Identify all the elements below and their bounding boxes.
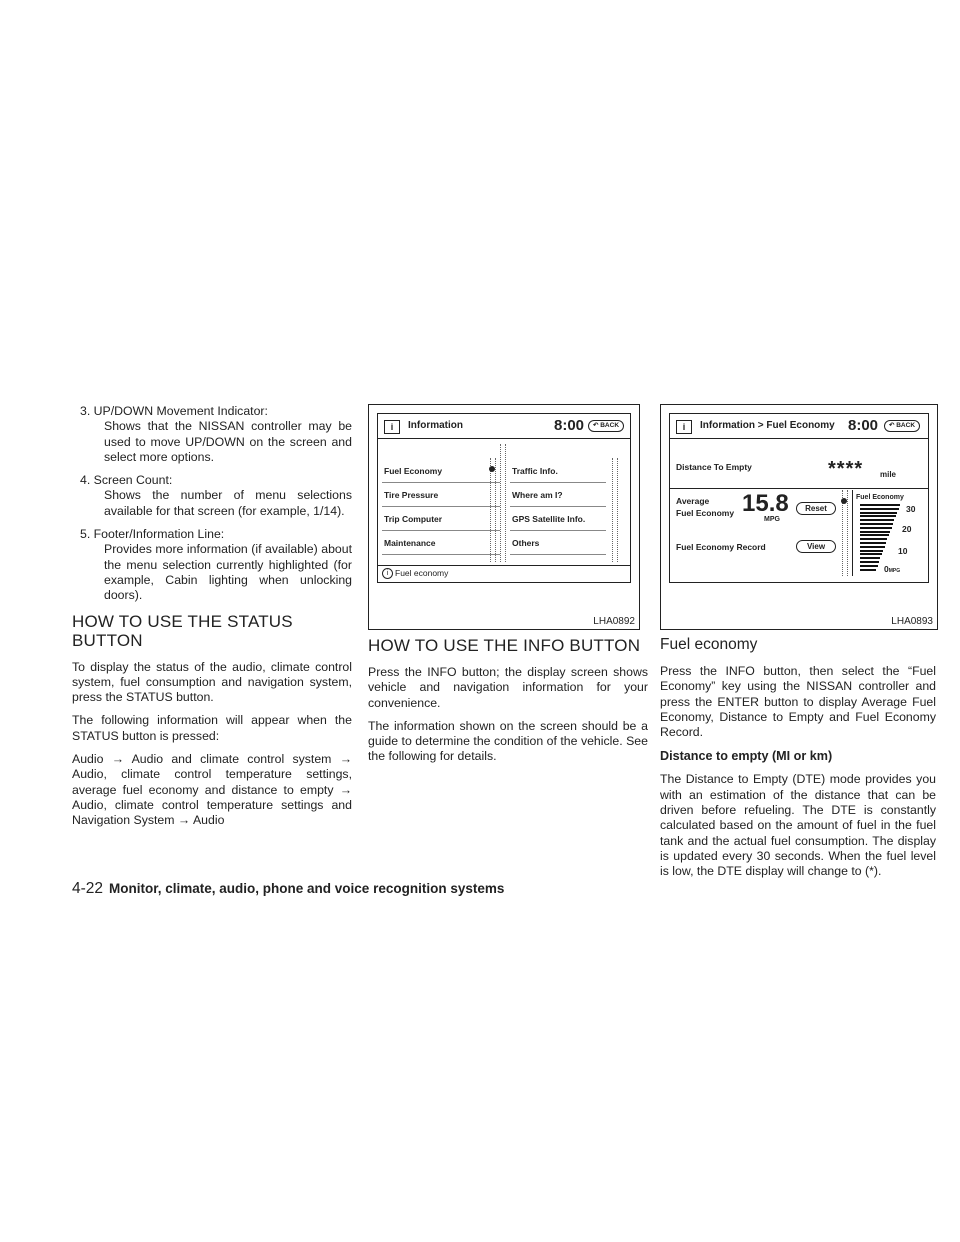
divider [382, 530, 500, 531]
divider [670, 488, 928, 489]
list-item-up-down [72, 404, 352, 465]
gauge-bar [860, 515, 896, 517]
clock: 8:00 [554, 417, 585, 434]
list-item-title: 4. Screen Count: [80, 473, 173, 488]
footer-text: Fuel economy [395, 568, 449, 578]
column-1 [72, 404, 352, 837]
paragraph: The Distance to Empty (DTE) mode provides you with an estimation of the distance that can be driven before refueling. The DTE is constantly calculated based on the amount of fuel in the fuel tank and the actual fuel consumption. The display is updated every 30 seconds. When the fuel level is low, the DTE display will change to (*). [660, 772, 936, 879]
paragraph: To display the status of the audio, climate control system, fuel consumption and navigation system, press the STATUS button. [72, 659, 352, 705]
paragraph: Audio → Audio and climate control system → Audio, climate control temperature settings, average fuel economy and distance to empty → Audio, climate control temperature settings and Navigation System → Audio [72, 752, 352, 828]
figure-id: LHA0892 [593, 616, 635, 627]
clock: 8:00 [848, 417, 879, 434]
paragraph: Press the INFO button; the display screen shows vehicle and navigation information for your convenience. [368, 665, 648, 710]
gauge-title: Fuel Economy [856, 494, 904, 501]
gauge-bar [860, 538, 887, 540]
list-item-body: Provides more information (if available) about the menu selection currently highlighted (for example, Cabin lighting when unlocking doors). [104, 542, 352, 603]
back-button[interactable]: ↶ BACK [884, 420, 920, 432]
gauge-bar [860, 565, 878, 567]
info-icon: i [384, 420, 400, 434]
gauge-bar [860, 523, 893, 525]
display-screen [669, 413, 929, 583]
menu-item-traffic-info[interactable]: Traffic Info. [512, 466, 558, 476]
subheading-dte: Distance to empty (MI or km) [660, 749, 833, 764]
paragraph: The information shown on the screen should be a guide to determine the condition of the vehicle. See the following for details. [368, 718, 648, 764]
gauge-bar [860, 512, 897, 514]
screen-title: Information > Fuel Economy [700, 420, 835, 431]
avg-value: 15.8 [742, 490, 789, 517]
figure-fuel-economy-screen [660, 404, 938, 630]
scrollbar-left[interactable] [490, 458, 496, 562]
figure-id: LHA0893 [891, 616, 933, 627]
gauge-bar [860, 550, 883, 552]
screen-title-bar [670, 414, 928, 439]
section-title: Monitor, climate, audio, phone and voice recognition systems [109, 881, 505, 896]
list-item-footer-line [72, 527, 352, 603]
divider [510, 482, 606, 483]
paragraph: The following information will appear when the STATUS button is pressed: [72, 713, 352, 743]
list-item-screen-count [72, 473, 352, 519]
menu-item-gps-satellite-info[interactable]: GPS Satellite Info. [512, 514, 586, 524]
menu-item-fuel-economy[interactable]: Fuel Economy [384, 466, 443, 476]
divider [382, 506, 500, 507]
gauge-bar [860, 542, 886, 544]
gauge-bar [860, 569, 876, 571]
divider [382, 554, 500, 555]
list-item-title: 5. Footer/Information Line: [80, 527, 225, 542]
column-3 [660, 636, 936, 888]
menu-item-maintenance[interactable]: Maintenance [384, 538, 436, 548]
record-label: Fuel Economy Record [676, 542, 766, 552]
gauge-bar [860, 534, 889, 536]
avg-unit: MPG [764, 516, 780, 523]
scrollbar-divider [500, 444, 506, 562]
avg-label-line1: Average [676, 496, 710, 506]
gauge-divider [852, 490, 853, 576]
page-footer [72, 880, 504, 898]
divider [382, 482, 500, 483]
info-circle-icon: i [382, 568, 393, 579]
view-button[interactable]: View [796, 540, 836, 553]
divider [510, 554, 606, 555]
scrollbar-right[interactable] [612, 458, 618, 562]
column-2 [368, 636, 648, 773]
avg-label-line2: Fuel Economy [676, 508, 735, 518]
gauge-bar [860, 508, 899, 510]
menu-item-where-am-i[interactable]: Where am I? [512, 490, 563, 500]
gauge-bar [860, 553, 882, 555]
info-icon: i [676, 420, 692, 434]
gauge-tick-30: 30 [906, 504, 916, 514]
list-item-body: Shows that the NISSAN controller may be used to move UP/DOWN on the screen and select more options. [104, 419, 352, 464]
gauge-tick-20: 20 [902, 524, 912, 534]
heading-fuel-economy: Fuel economy [660, 636, 758, 653]
heading-info-button: HOW TO USE THE INFO BUTTON [368, 636, 641, 655]
gauge-bar [860, 504, 900, 506]
screen-title-bar [378, 414, 630, 439]
reset-button[interactable]: Reset [796, 502, 836, 515]
screen-footer [378, 565, 630, 582]
screen-title: Information [408, 420, 463, 431]
gauge-bar [860, 557, 880, 559]
list-item-body: Shows the number of menu selections available for that screen (for example, 1/14). [104, 488, 352, 518]
scroll-indicator [489, 466, 495, 472]
menu-item-tire-pressure[interactable]: Tire Pressure [384, 490, 439, 500]
heading-status-button: HOW TO USE THE STATUS BUTTON [72, 611, 293, 650]
gauge-bar [860, 561, 879, 563]
figure-information-screen [368, 404, 640, 630]
gauge-bar [860, 531, 890, 533]
display-screen [377, 413, 631, 583]
scroll-indicator [841, 498, 847, 504]
paragraph: Press the INFO button, then select the “Fuel Economy” key using the NISSAN controller and press the ENTER button to display Average Fuel Economy, Distance to Empty and Fuel Economy Record. [660, 664, 936, 740]
gauge-bar [860, 519, 894, 521]
gauge-bar [860, 527, 892, 529]
divider [510, 506, 606, 507]
page-number: 4-22 [72, 880, 104, 897]
dte-value: **** [828, 458, 864, 480]
list-item-title: 3. UP/DOWN Movement Indicator: [80, 404, 268, 418]
gauge-bar [860, 546, 885, 548]
dte-unit: mile [880, 470, 897, 479]
gauge-tick-10: 10 [898, 546, 908, 556]
back-button[interactable]: ↶ BACK [588, 420, 624, 432]
divider [510, 530, 606, 531]
dte-label: Distance To Empty [676, 462, 752, 472]
menu-item-others[interactable]: Others [512, 538, 540, 548]
menu-item-trip-computer[interactable]: Trip Computer [384, 514, 443, 524]
gauge-tick-0: 0MPG [884, 564, 901, 574]
